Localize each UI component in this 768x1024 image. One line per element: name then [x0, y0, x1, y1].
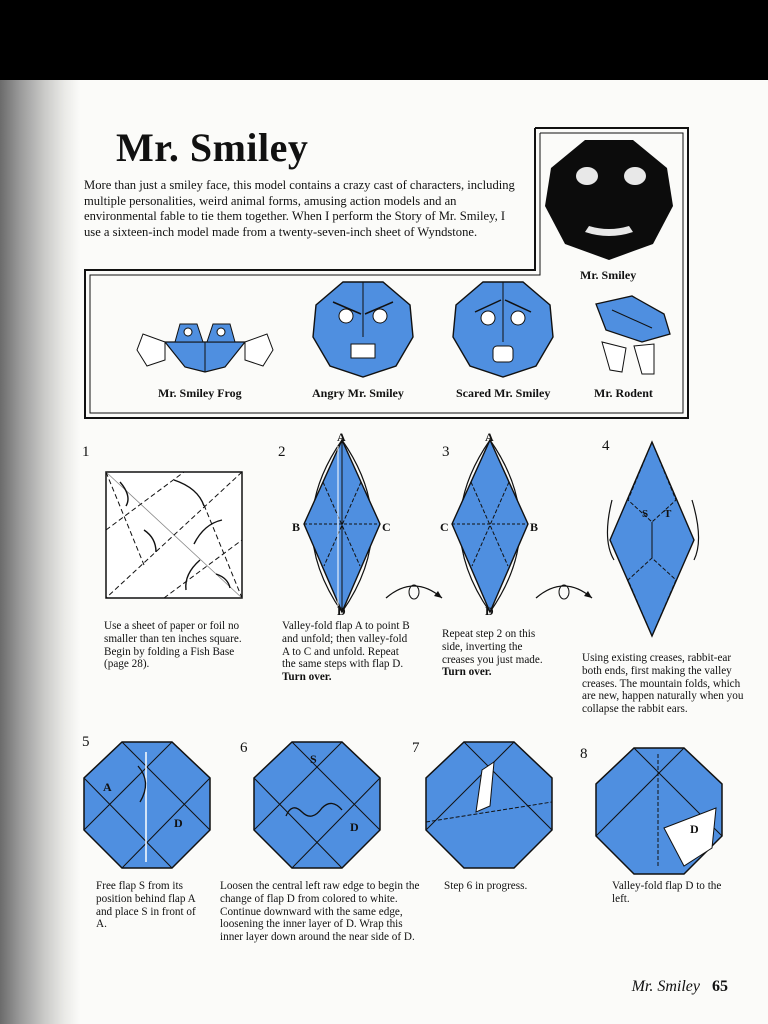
step-number: 4	[602, 438, 610, 454]
step-number: 3	[442, 444, 450, 460]
intro-paragraph: More than just a smiley face, this model contains a crazy cast of characters, including multiple personalities, weird animal forms, amusing action models and an environmental fable to tie them together. When I perform the Story of Mr. Smiley, I use a sixteen-inch model made from a twenty-seven-inch sheet of Wyndstone.	[84, 178, 515, 239]
step-1-diagram	[104, 470, 244, 600]
gallery-frog-label: Mr. Smiley Frog	[158, 386, 242, 400]
diagram-letter: C	[382, 520, 391, 534]
step-4-caption: Using existing creases, rabbit-ear both ends, first making the valley creases. The mountain folds, which are new, happen naturally when you collapse the rabbit ears.	[582, 652, 744, 716]
diagram-letter: A	[337, 430, 346, 444]
page-footer	[632, 978, 728, 996]
diagram-letter: D	[350, 820, 359, 834]
book-page	[0, 80, 768, 1024]
step-1-caption: Use a sheet of paper or foil no smaller than ten inches square. Begin by folding a Fish Base (page 28).	[104, 620, 242, 671]
mr-smiley-face-image	[545, 140, 673, 260]
diagram-letter: D	[337, 604, 346, 618]
step-2-caption: Valley-fold flap A to point B and unfold; then valley-fold A to C and unfold. Repeat the same steps with flap D. Turn over.	[282, 620, 410, 684]
step-5-caption: Free flap S from its position behind flap A and place S in front of A.	[96, 880, 196, 931]
step-number: 1	[82, 444, 90, 460]
gallery-main-label: Mr. Smiley	[580, 268, 637, 282]
diagram-letter: A	[485, 430, 494, 444]
diagram-letter: A	[103, 780, 112, 794]
diagram-letter: S	[310, 752, 317, 766]
step-3-caption: Repeat step 2 on this side, inverting the creases you just made. Turn over.	[442, 628, 543, 679]
step-7-diagram	[424, 742, 554, 868]
turn-over-label: Turn over.	[282, 671, 332, 684]
step-6-diagram	[252, 742, 382, 868]
step-number: 5	[82, 734, 90, 750]
scared-mr-smiley-figure	[453, 282, 553, 377]
diagram-letter: C	[440, 520, 449, 534]
turn-over-icon	[384, 580, 444, 604]
gallery-angry-label: Angry Mr. Smiley	[312, 386, 404, 400]
angry-mr-smiley-figure	[313, 282, 413, 377]
step-5-diagram	[82, 742, 212, 868]
diagram-letter: B	[530, 520, 539, 534]
gallery-rodent-label: Mr. Rodent	[594, 386, 653, 400]
turn-over-label: Turn over.	[442, 666, 492, 679]
step-number: 6	[240, 740, 248, 756]
step-number: 8	[580, 746, 588, 762]
page-title: Mr. Smiley	[116, 125, 309, 170]
mr-rodent-figure	[592, 292, 674, 377]
footer-section: Mr. Smiley	[631, 978, 700, 995]
step-number: 7	[412, 740, 420, 756]
step-8-diagram	[594, 748, 724, 874]
step-number: 2	[278, 444, 286, 460]
diagram-letter: T	[664, 508, 672, 520]
diagram-letter: S	[642, 508, 649, 520]
step-8-caption: Valley-fold flap D to the left.	[612, 880, 722, 905]
step-7-caption: Step 6 in progress.	[444, 880, 528, 892]
diagram-letter: D	[174, 816, 183, 830]
step-4-diagram	[602, 440, 706, 640]
gallery-scared-label: Scared Mr. Smiley	[456, 386, 551, 400]
diagram-letter: D	[485, 604, 494, 618]
page-number: 65	[712, 978, 728, 995]
diagram-letter: D	[690, 822, 699, 836]
step-6-caption: Loosen the central left raw edge to begin the change of flap D from colored to white. Continue downward with the same edge, loosening the inner layer of D. Wrap this inner layer down around the near side of D.	[220, 880, 420, 944]
diagram-letter: B	[292, 520, 301, 534]
mr-smiley-frog-figure	[135, 312, 275, 382]
